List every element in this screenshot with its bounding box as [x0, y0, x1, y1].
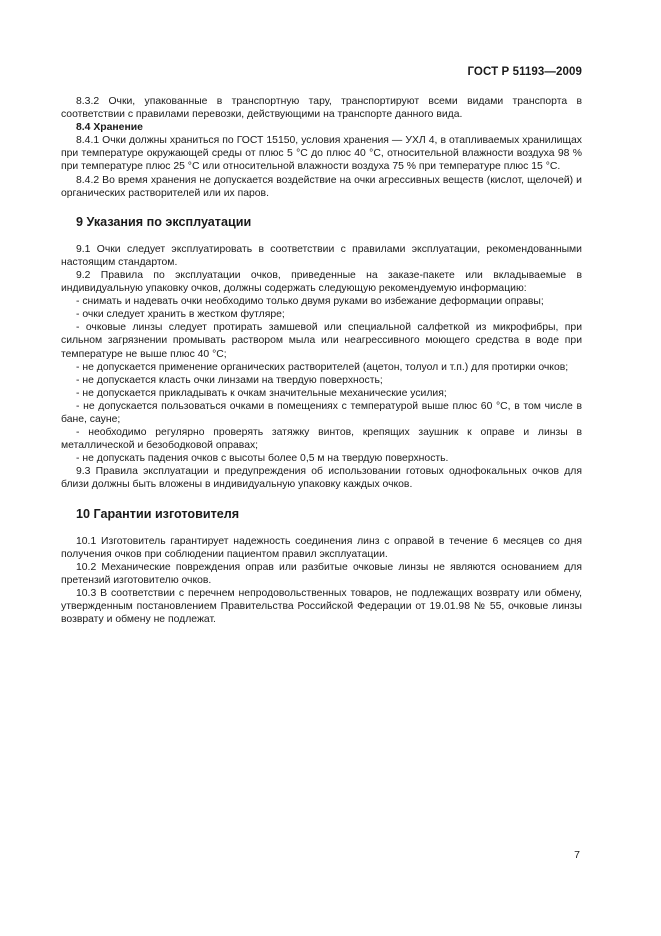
paragraph-10-1: 10.1 Изготовитель гарантирует надежность соединения линз с оправой в течение 6 месяцев со дня получения очков при соблюдении пациентом правил эксплуатации.	[61, 535, 582, 560]
list-item: - не допускать падения очков с высоты более 0,5 м на твердую поверхность.	[76, 453, 449, 465]
page-number: 7	[574, 849, 580, 861]
paragraph-9-3: 9.3 Правила эксплуатации и предупреждения об использовании готовых однофокальных очков для близи должны быть вложены в индивидуальную упаковку каждых очков.	[61, 466, 582, 491]
list-item: - снимать и надевать очки необходимо только двумя руками во избежание деформации оправы;	[76, 296, 544, 308]
section-10-heading: 10 Гарантии изготовителя	[76, 506, 240, 521]
paragraph-10-2: 10.2 Механические повреждения оправ или разбитые очковые линзы не являются основанием для претензий изготовителю очков.	[61, 561, 582, 586]
subheading-8-4: 8.4 Хранение	[76, 122, 143, 134]
list-item: - не допускается класть очки линзами на твердую поверхность;	[76, 374, 383, 386]
list-item: - не допускается пользоваться очками в помещениях с температурой выше плюс 60 °С, в том числе в бане, сауне;	[61, 400, 582, 425]
list-item: - очковые линзы следует протирать замшевой или специальной салфеткой из микрофибры, при сильном загрязнении промывать раствором мыла или неагрессивного моющего средства в воде при температуре не выше плюс 40 °С;	[61, 322, 582, 360]
paragraph-8-3-2: 8.3.2 Очки, упакованные в транспортную тару, транспортируют всеми видами транспорта в соответствии с правилами перевозки, действующими на транспорте данного вида.	[61, 96, 582, 121]
list-item: - не допускается применение органических растворителей (ацетон, толуол и т.п.) для протирки очков;	[76, 361, 569, 373]
document-body	[61, 95, 582, 626]
paragraph-8-4-1: 8.4.1 Очки должны храниться по ГОСТ 15150, условия хранения — УХЛ 4, в отапливаемых хранилищах при температуре окружающей среды от плюс 5 °С до плюс 40 °С, относительной влажности воздуха 98 % при температуре плюс 25 °С или относительной влажности воздуха 75 % при температуре плюс 15 °С.	[61, 135, 582, 173]
document-header-id: ГОСТ Р 51193—2009	[467, 66, 582, 78]
paragraph-9-1: 9.1 Очки следует эксплуатировать в соответствии с правилами эксплуатации, рекомендованными настоящим стандартом.	[61, 243, 582, 268]
paragraph-8-4-2: 8.4.2 Во время хранения не допускается воздействие на очки агрессивных веществ (кислот, щелочей) и органических растворителей или их паров.	[61, 174, 582, 199]
section-9-heading: 9 Указания по эксплуатации	[76, 214, 252, 229]
list-item: - очки следует хранить в жестком футляре;	[76, 309, 285, 321]
paragraph-10-3: 10.3 В соответствии с перечнем непродовольственных товаров, не подлежащих возврату или обмену, утвержденным постановлением Правительства Российской Федерации от 19.01.98 № 55, очковые линзы возврату и обмену не подлежат.	[61, 587, 582, 626]
paragraph-9-2: 9.2 Правила по эксплуатации очков, приведенные на заказе-пакете или вкладываемые в индивидуальную упаковку очков, должны содержать следующую рекомендуемую информацию:	[61, 269, 582, 295]
list-item: - не допускается прикладывать к очкам значительные механические усилия;	[76, 387, 447, 399]
list-item: - необходимо регулярно проверять затяжку винтов, крепящих заушник к оправе и линзы в металлической и безободковой оправах;	[61, 427, 582, 452]
